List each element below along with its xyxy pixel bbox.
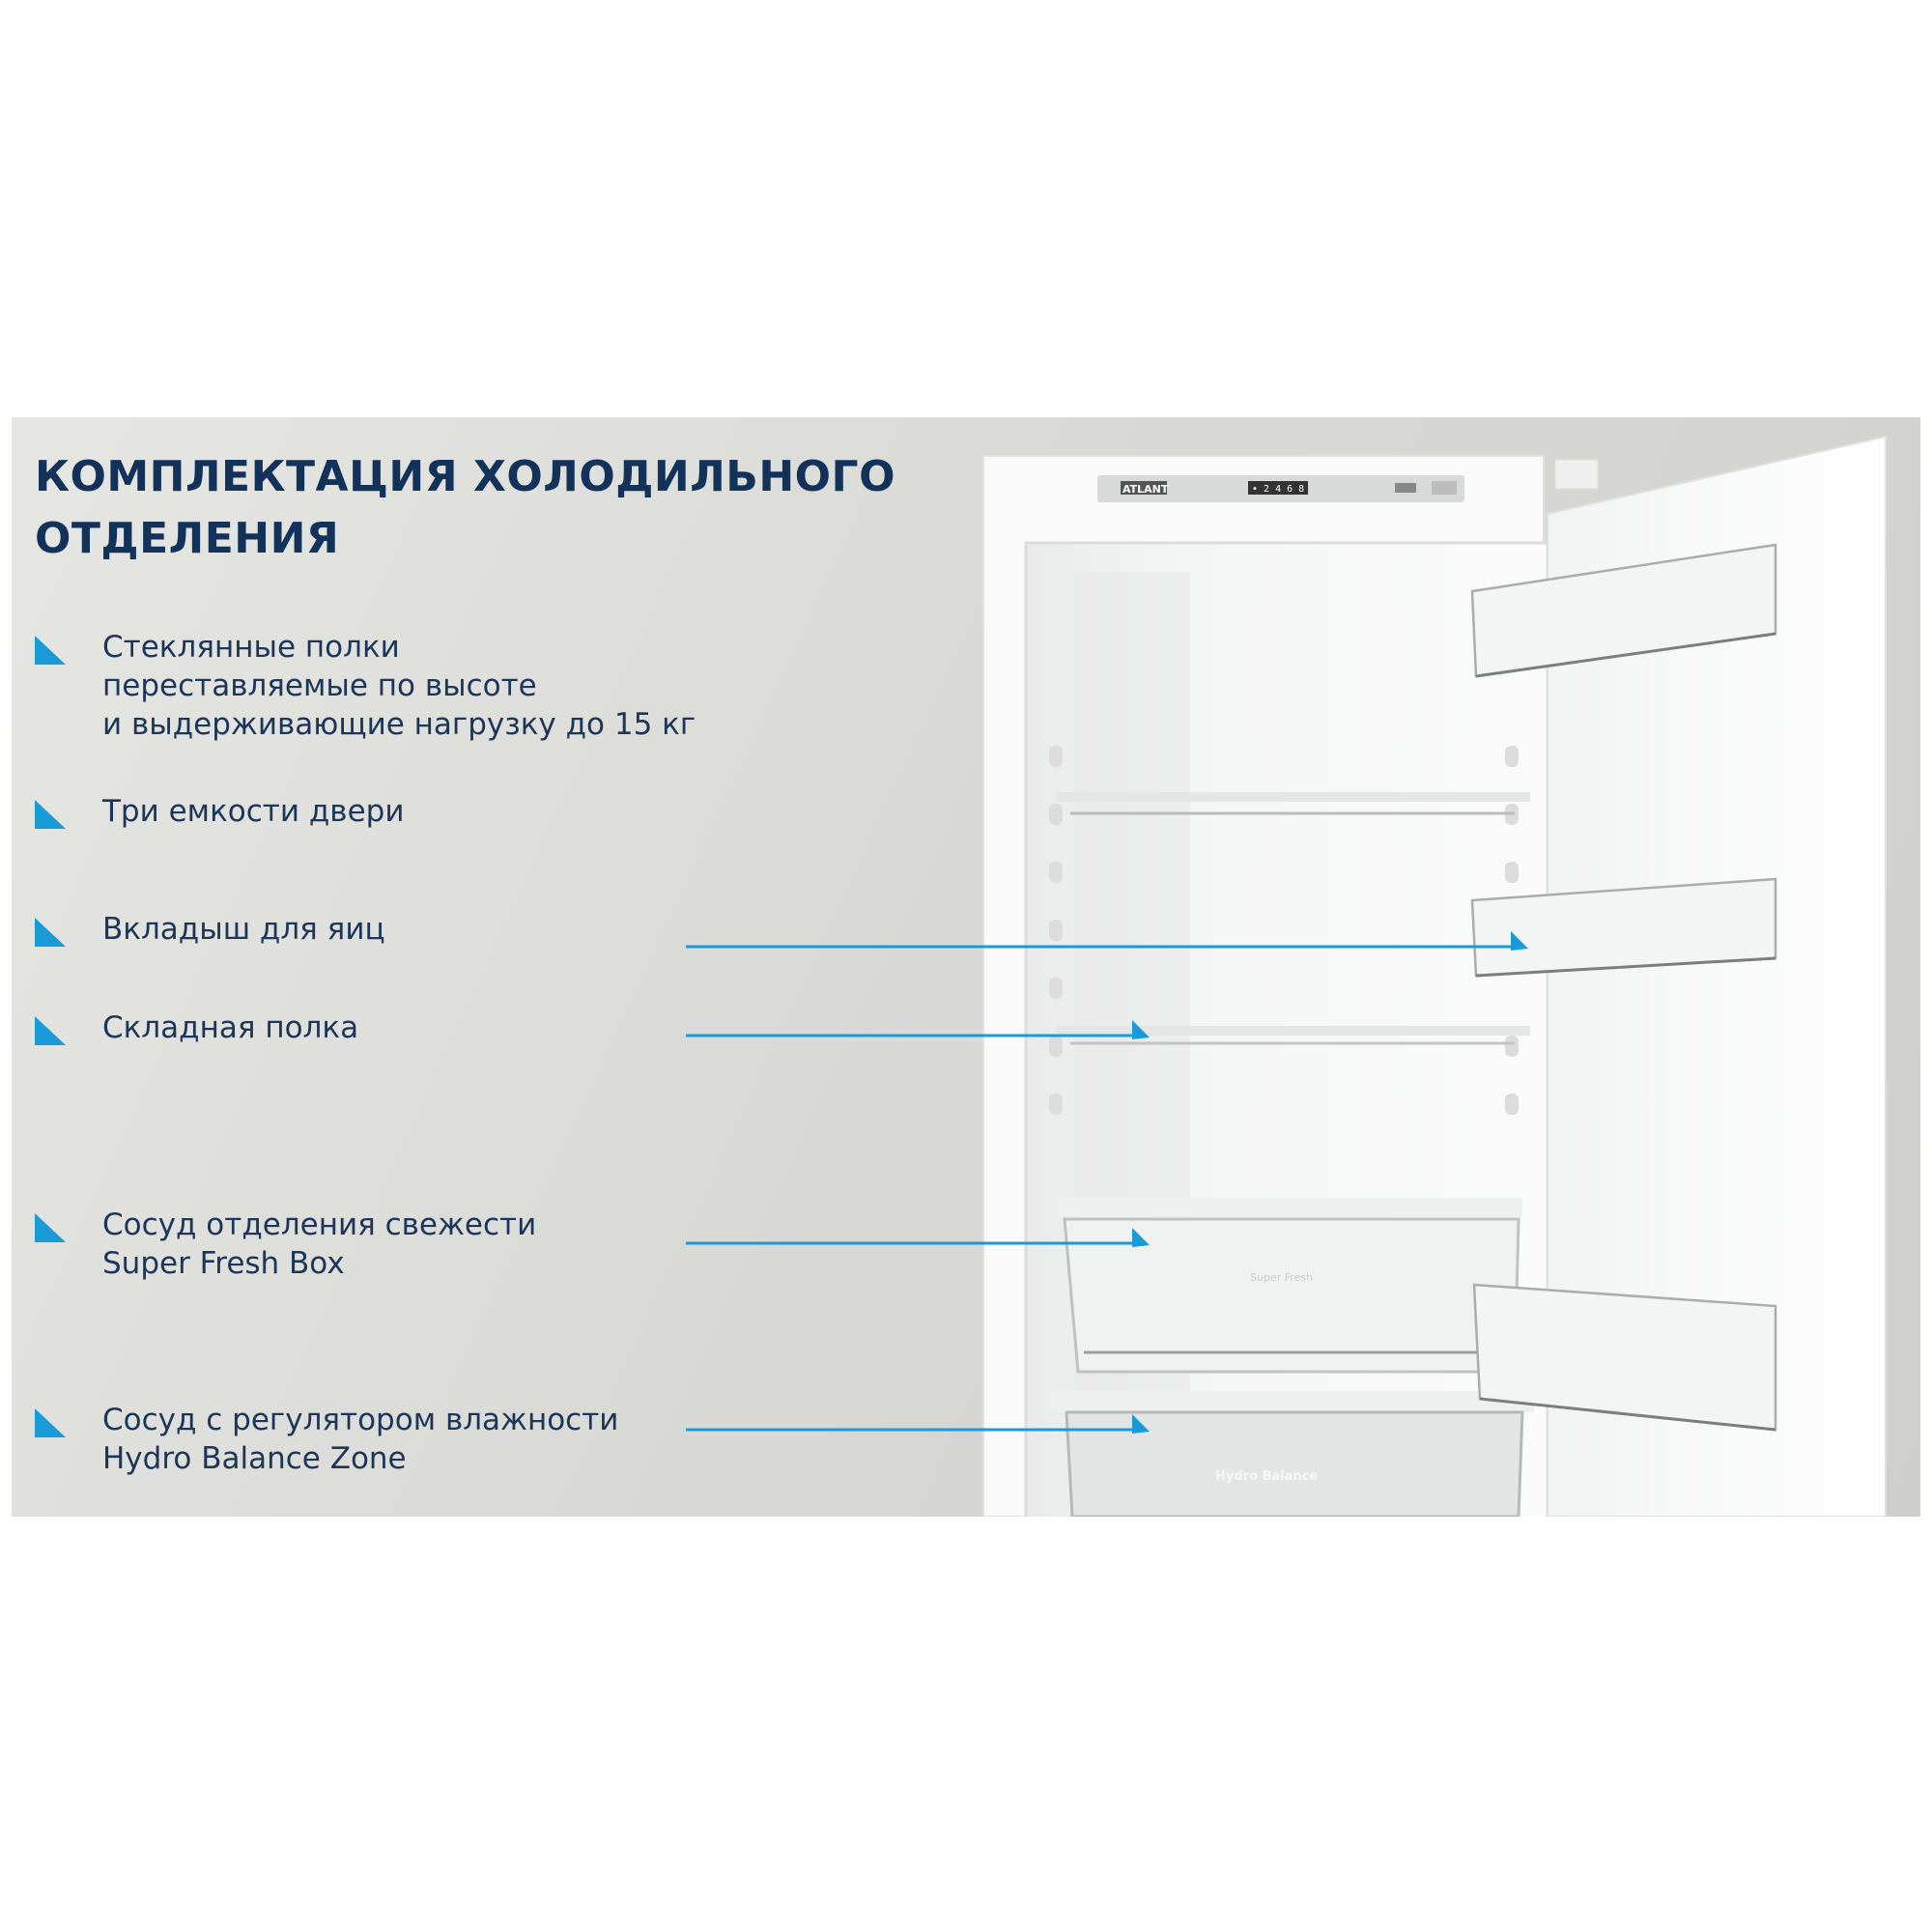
feature-line: и выдерживающие нагрузку до 15 кг	[102, 707, 696, 742]
control-display: • 2 4 6 8	[1252, 484, 1305, 495]
section-title-line-2: ОТДЕЛЕНИЯ	[35, 514, 340, 563]
bullet-triangle-icon	[35, 800, 66, 829]
arrowhead-egg-tray	[1511, 931, 1528, 951]
arrowhead-hydro-zone	[1132, 1414, 1150, 1434]
feature-text	[102, 628, 696, 744]
feature-banner	[12, 417, 1920, 1517]
bullet-triangle-icon	[35, 1408, 66, 1437]
bullet-triangle-icon	[35, 1213, 66, 1242]
arrowhead-folding-shelf	[1132, 1020, 1150, 1039]
feature-line: Сосуд отделения свежести	[102, 1208, 537, 1242]
feature-text	[102, 1401, 618, 1478]
hydro-label: Hydro Balance	[1215, 1469, 1319, 1484]
bullet-triangle-icon	[35, 918, 66, 947]
feature-line: Стеклянные полки	[102, 630, 400, 665]
arrowhead-fresh-box	[1132, 1228, 1150, 1247]
bullet-triangle-icon	[35, 1016, 66, 1045]
fresh-box-label: Super Fresh	[1250, 1271, 1314, 1284]
feature-line: Вкладыш для яиц	[102, 912, 385, 947]
brand-logo: ATLANT	[1122, 483, 1169, 496]
feature-line: переставляемые по высоте	[102, 668, 537, 703]
feature-text	[102, 792, 404, 831]
section-title	[35, 446, 904, 570]
feature-line: Hydro Balance Zone	[102, 1441, 407, 1476]
feature-text	[102, 910, 385, 949]
feature-text	[102, 1206, 536, 1283]
feature-line: Три емкости двери	[102, 794, 405, 829]
feature-line: Складная полка	[102, 1010, 359, 1045]
pointer-lines	[12, 417, 1920, 1517]
section-title-line-1: КОМПЛЕКТАЦИЯ ХОЛОДИЛЬНОГО	[35, 452, 895, 501]
feature-text	[102, 1009, 358, 1047]
feature-line: Super Fresh Box	[102, 1246, 345, 1281]
feature-line: Сосуд с регулятором влажности	[102, 1403, 619, 1437]
bullet-triangle-icon	[35, 636, 66, 665]
